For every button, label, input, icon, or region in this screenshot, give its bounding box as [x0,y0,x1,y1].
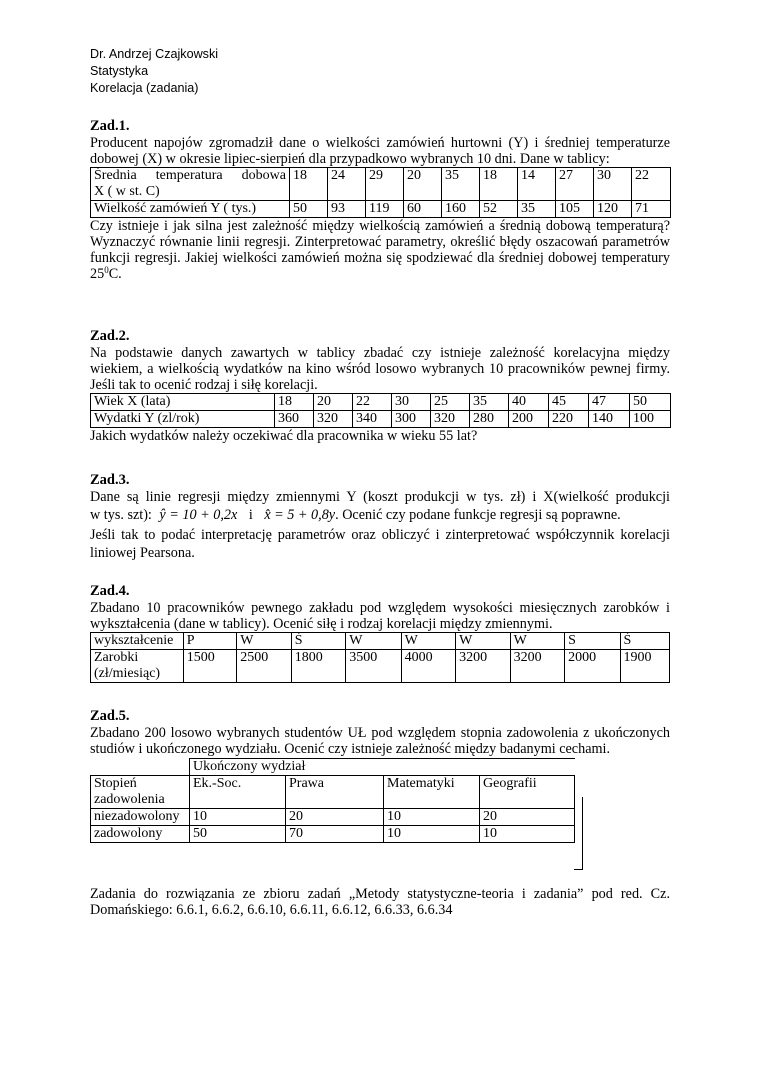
table-row [91,826,575,843]
table-cell: 25 [431,394,470,411]
table-cell: 119 [366,201,404,218]
table-cell: 14 [518,168,556,201]
task-5-header-row [91,776,575,809]
table-cell: 4000 [401,650,455,683]
task-5-row-header [91,776,190,809]
table-cell: 20 [480,809,575,826]
task-4-intro: Zbadano 10 pracowników pewnego zakładu pod względem wysokości miesięcznych zarobków i wykształcenia (dane w tablicy). Ocenić siłę i rodzaj korelacji między zmiennymi. [90,600,670,632]
task-2-row-y [91,411,671,428]
task-4-row-education [91,633,670,650]
task-4-row-pay-label-2: (zł/miesiąc) [94,666,161,681]
task-4-row-pay-label-1: Zarobki [94,650,139,665]
table-cell: 360 [275,411,314,428]
task-2 [90,327,670,444]
table-cell: 18 [290,168,328,201]
task-3-connector: i [248,507,253,523]
table-cell: 2000 [565,650,620,683]
table-cell: P [183,633,236,650]
table-cell: 18 [480,168,518,201]
table-cell: 70 [286,826,384,843]
table-cell: 1900 [620,650,669,683]
table-cell: 10 [480,826,575,843]
task-3-line-2-suffix: . Ocenić czy podane funkcje regresji są poprawne. [335,507,621,523]
task-1-row-x-label-1: Średnia temperatura dobowa [94,168,286,183]
regression-formula-x: x̂ = 5 + 0,8y [264,507,336,523]
table-cell: 140 [589,411,630,428]
table-cell: 22 [632,168,671,201]
table-side-border [574,797,583,870]
table-cell: 35 [518,201,556,218]
task-1-question-main: Czy istnieje i jak silna jest zależność między wielkością zamówień a średnią dobową temperaturą? Wyznaczyć równanie linii regresji. Zinterpretować parametry, określić błędy oszacowań parametrów funkcji regresji. Jakiej wielkości zamówień można się spodziewać dla średniej dobowej temperatury 25 [90,218,670,282]
task-3-line-2-prefix: w tys. szt): [90,507,152,523]
task-4-table [90,632,670,683]
subject-name: Statystyka [90,64,149,78]
task-2-title: Zad.2. [90,328,130,344]
table-row [91,809,575,826]
table-cell: 22 [353,394,392,411]
table-cell: 30 [594,168,632,201]
table-cell: 300 [392,411,431,428]
task-1-row-x [91,168,671,201]
table-cell: 120 [594,201,632,218]
table-cell: 200 [509,411,549,428]
task-1-row-x-label [91,168,290,201]
table-cell: 50 [190,826,286,843]
table-cell: 20 [404,168,442,201]
task-1-question [90,218,670,282]
table-cell: 20 [286,809,384,826]
table-cell: W [401,633,455,650]
table-cell: 3200 [456,650,510,683]
table-cell: 2500 [237,650,291,683]
table-cell: S [565,633,620,650]
table-cell: 160 [442,201,480,218]
table-cell: Ś [291,633,345,650]
regression-formula-y: ŷ = 10 + 0,2x [159,507,238,523]
table-cell: 10 [384,826,480,843]
task-5-group-header: Ukończony wydział [190,759,575,776]
task-2-table [90,393,671,428]
task-1-row-y [91,201,671,218]
table-cell: 3200 [510,650,564,683]
table-cell: 3500 [346,650,401,683]
table-cell: 10 [384,809,480,826]
table-cell: 340 [353,411,392,428]
table-cell: 35 [470,394,509,411]
task-2-row-y-label: Wydatki Y (zl/rok) [91,411,275,428]
task-4 [90,582,670,683]
task-4-row-pay-label [91,650,184,683]
task-3-line-3: Jeśli tak to podać interpretację parametrów oraz obliczyć i zinterpretować współczynnik korelacji liniowej Pearsona. [90,527,670,561]
table-cell: 45 [549,394,589,411]
author-name: Dr. Andrzej Czajkowski [90,47,219,61]
row-label: niezadowolony [91,809,190,826]
table-cell: 280 [470,411,509,428]
table-cell: W [346,633,401,650]
table-cell: Ś [620,633,669,650]
task-5-row-header-2: zadowolenia [94,792,165,807]
table-cell: 105 [556,201,594,218]
task-5-group-row [91,759,575,776]
table-cell: 50 [630,394,671,411]
task-5-title: Zad.5. [90,708,130,724]
table-cell: 52 [480,201,518,218]
column-header: Geografii [480,776,575,809]
table-cell: 220 [549,411,589,428]
task-3-line-1: Dane są linie regresji między zmiennymi Y (koszt produkcji w tys. zł) i X(wielkość produkcji [90,489,670,505]
table-cell: W [237,633,291,650]
degree-superscript: 0 [104,265,109,275]
task-1-row-x-label-2: X ( w st. C) [94,184,160,199]
table-top-extension [574,779,575,797]
document-header [90,46,218,97]
table-cell: 1800 [291,650,345,683]
table-cell: 1500 [183,650,236,683]
row-label: zadowolony [91,826,190,843]
task-4-title: Zad.4. [90,583,130,599]
column-header: Prawa [286,776,384,809]
task-2-row-x-label: Wiek X (lata) [91,394,275,411]
table-cell: 18 [275,394,314,411]
table-cell: 35 [442,168,480,201]
task-2-row-x [91,394,671,411]
task-1-question-end: C. [108,266,122,282]
footer-note: Zadania do rozwiązania ze zbioru zadań „Metody statystyczne-teoria i zadania” pod red. Cz. Domańskiego: 6.6.1, 6.6.2, 6.6.10, 6.6.11, 6.6.12, 6.6.33, 6.6.34 [90,886,670,918]
task-3-title: Zad.3. [90,472,130,488]
table-cell: 24 [328,168,366,201]
task-3 [90,471,670,562]
table-cell: 30 [392,394,431,411]
table-cell: 40 [509,394,549,411]
column-header: Matematyki [384,776,480,809]
table-cell: 320 [431,411,470,428]
task-5-row-header-1: Stopień [94,776,137,791]
task-4-row-pay [91,650,670,683]
table-cell: 93 [328,201,366,218]
table-cell: 20 [314,394,353,411]
task-5-intro: Zbadano 200 losowo wybranych studentów UŁ pod względem stopnia zadowolenia z ukończonych studiów i ukończonego wydziału. Ocenić czy istnieje zależność między badanymi cechami. [90,725,670,757]
table-cell: 60 [404,201,442,218]
table-cell: W [456,633,510,650]
task-4-row-education-label: wykształcenie [91,633,184,650]
task-2-question: Jakich wydatków należy oczekiwać dla pracownika w wieku 55 lat? [90,428,478,444]
table-cell: W [510,633,564,650]
table-cell: 100 [630,411,671,428]
task-2-intro: Na podstawie danych zawartych w tablicy zbadać czy istnieje zależność korelacyjna między wiekiem, a wielkością wydatków na kino wśród losowo wybranych 10 pracowników pewnej firmy. Jeśli tak to ocenić rodzaj i siłę korelacji. [90,345,670,393]
task-1-title: Zad.1. [90,118,130,134]
task-1-row-y-label: Wielkość zamówień Y ( tys.) [91,201,290,218]
topic-name: Korelacja (zadania) [90,81,199,95]
task-1 [90,117,670,282]
table-cell: 29 [366,168,404,201]
task-5 [90,707,670,843]
task-1-intro: Producent napojów zgromadził dane o wielkości zamówień hurtowni (Y) i średniej temperaturze dobowej (X) w okresie lipiec-sierpień dla przypadkowo wybranych 10 dni. Dane w tablicy: [90,135,670,167]
table-cell: 27 [556,168,594,201]
task-5-table [90,758,575,843]
table-cell: 50 [290,201,328,218]
table-cell: 71 [632,201,671,218]
table-cell: 10 [190,809,286,826]
table-cell: 320 [314,411,353,428]
table-cell: 47 [589,394,630,411]
column-header: Ek.-Soc. [190,776,286,809]
task-1-table [90,167,671,218]
task-3-line-2 [90,505,670,526]
task-5-corner-cell [91,759,190,776]
